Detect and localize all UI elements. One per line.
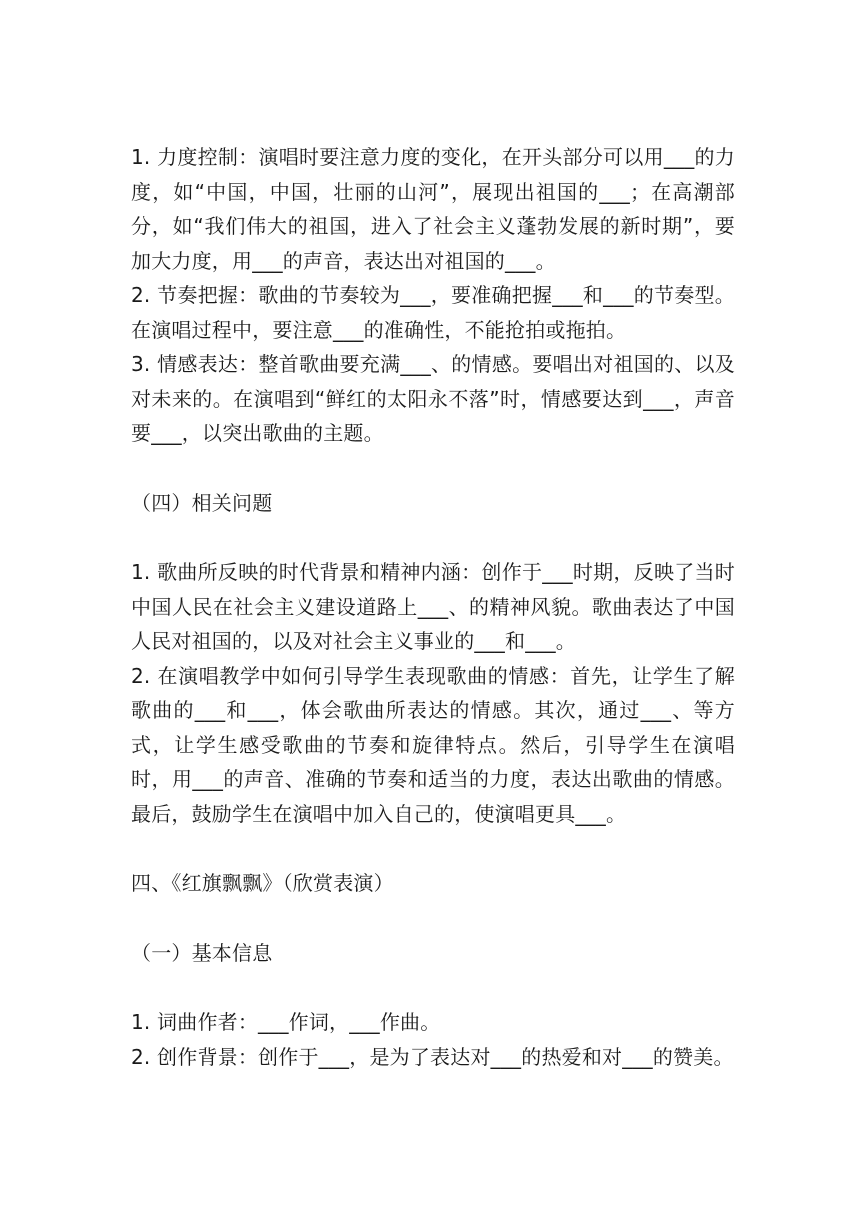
question-item-background: 1. 歌曲所反映的时代背景和精神内涵：创作于___时期，反映了当时中国人民在社会主义建设道路上___、的精神风貌。歌曲表达了中国人民对祖国的，以及对社会主义事业的___和___。 bbox=[131, 560, 735, 653]
subsection-heading-basic-info: （一）基本信息 bbox=[131, 940, 273, 965]
performance-item-dynamics: 1. 力度控制：演唱时要注意力度的变化，在开头部分可以用___的力度，如“中国，中国，壮丽的山河”，展现出祖国的___；在高潮部分，如“我们伟大的祖国，进入了社会主义蓬勃发展的新时期”，要加大力度，用___的声音，表达出对祖国的___。 bbox=[131, 145, 735, 273]
paragraph-gap bbox=[131, 970, 735, 1005]
performance-item-rhythm: 2. 节奏把握：歌曲的节奏较为___，要准确把握___和___的节奏型。在演唱过程中，要注意___的准确性，不能抢拍或拖拍。 bbox=[131, 283, 735, 342]
question-item-teaching: 2. 在演唱教学中如何引导学生表现歌曲的情感：首先，让学生了解歌曲的___和___，体会歌曲所表达的情感。其次，通过___、等方式，让学生感受歌曲的节奏和旋律特点。然后，引导学生在演唱时，用___的声音、准确的节奏和适当的力度，表达出歌曲的情感。最后，鼓励学生在演唱中加入自己的，使演唱更具___。 bbox=[131, 663, 735, 826]
performance-item-emotion: 3. 情感表达：整首歌曲要充满___、的情感。要唱出对祖国的、以及对未来的。在演唱到“鲜红的太阳永不落”时，情感要达到___，声音要___，以突出歌曲的主题。 bbox=[131, 352, 735, 445]
paragraph-gap bbox=[131, 901, 735, 936]
paragraph-gap bbox=[131, 451, 735, 486]
info-item-background: 2. 创作背景：创作于___，是为了表达对___的热爱和对___的赞美。 bbox=[131, 1044, 734, 1069]
paragraph-gap bbox=[131, 831, 735, 866]
section-heading-hongqi: 四、《红旗飘飘》（欣赏表演） bbox=[131, 871, 394, 895]
document-body bbox=[131, 140, 735, 1074]
section-heading-questions: （四）相关问题 bbox=[131, 490, 273, 515]
paragraph-gap bbox=[131, 520, 735, 555]
info-item-authors: 1. 词曲作者：___作词，___作曲。 bbox=[131, 1010, 441, 1034]
